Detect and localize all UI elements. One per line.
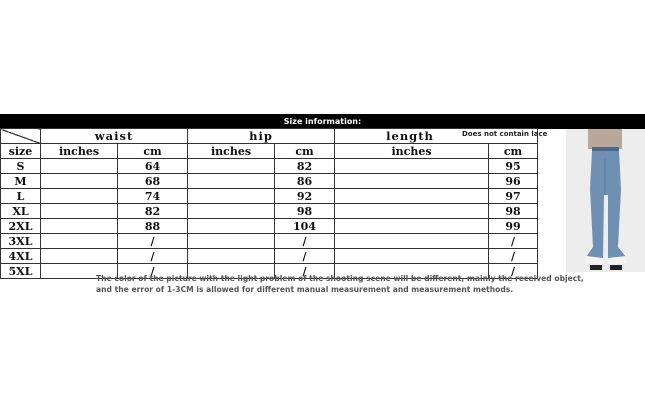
- len-in-cell: [335, 234, 489, 249]
- length-inches-header: inches: [335, 144, 489, 159]
- waist-header: waist: [41, 129, 188, 144]
- waist-in-cell: [41, 249, 118, 264]
- hip-in-cell: [188, 249, 275, 264]
- waist-cm-cell: 68: [118, 174, 188, 189]
- hip-cm-cell: /: [275, 264, 335, 279]
- len-in-cell: [335, 219, 489, 234]
- size-label-cell: 4XL: [1, 249, 41, 264]
- jeans-illustration: [566, 129, 645, 272]
- measurement-header-row: [1, 129, 538, 144]
- len-cm-cell: 99: [489, 219, 538, 234]
- size-row: [1, 204, 538, 219]
- hip-in-cell: [188, 189, 275, 204]
- shoe-right: [610, 265, 622, 270]
- size-rows: [1, 159, 538, 279]
- len-in-cell: [335, 174, 489, 189]
- hip-cm-cell: 98: [275, 204, 335, 219]
- waist-in-cell: [41, 234, 118, 249]
- waist-cm-cell: 82: [118, 204, 188, 219]
- len-cm-cell: /: [489, 264, 538, 279]
- waist-cm-cell: 88: [118, 219, 188, 234]
- len-cm-cell: /: [489, 234, 538, 249]
- hip-header: hip: [188, 129, 335, 144]
- size-label-cell: XL: [1, 204, 41, 219]
- waist-in-cell: [41, 189, 118, 204]
- size-row: [1, 234, 538, 249]
- hip-inches-header: inches: [188, 144, 275, 159]
- size-row: [1, 249, 538, 264]
- waist-in-cell: [41, 159, 118, 174]
- waist-inches-header: inches: [41, 144, 118, 159]
- waist-cm-cell: 74: [118, 189, 188, 204]
- hip-in-cell: [188, 174, 275, 189]
- length-cm-header: cm: [489, 144, 538, 159]
- shoe-left: [590, 265, 602, 270]
- size-label-cell: 2XL: [1, 219, 41, 234]
- hip-cm-cell: /: [275, 249, 335, 264]
- size-label-cell: S: [1, 159, 41, 174]
- len-in-cell: [335, 189, 489, 204]
- waist-cm-header: cm: [118, 144, 188, 159]
- model-torso: [588, 129, 622, 149]
- size-row: [1, 189, 538, 204]
- size-header: size: [1, 144, 41, 159]
- size-label-cell: L: [1, 189, 41, 204]
- hip-cm-cell: 92: [275, 189, 335, 204]
- len-cm-cell: /: [489, 249, 538, 264]
- size-chart-table: [0, 128, 538, 279]
- waist-in-cell: [41, 219, 118, 234]
- hip-cm-cell: /: [275, 234, 335, 249]
- waist-cm-cell: /: [118, 264, 188, 279]
- size-label-cell: 3XL: [1, 234, 41, 249]
- hip-in-cell: [188, 219, 275, 234]
- length-header-label: length: [386, 128, 434, 143]
- len-cm-cell: 95: [489, 159, 538, 174]
- hip-cm-cell: 82: [275, 159, 335, 174]
- header-corner-cell: [1, 129, 41, 144]
- waist-cm-cell: /: [118, 249, 188, 264]
- hip-cm-cell: 104: [275, 219, 335, 234]
- waist-cm-cell: 64: [118, 159, 188, 174]
- size-row: [1, 219, 538, 234]
- len-in-cell: [335, 204, 489, 219]
- len-cm-cell: 96: [489, 174, 538, 189]
- hip-in-cell: [188, 234, 275, 249]
- hip-in-cell: [188, 159, 275, 174]
- measurement-footnote: The color of the picture with the light problem of the shooting scene will be different, mainly the received object, and the error of 1-3CM is allowed for different manual measurement and measurement methods.: [96, 274, 584, 294]
- lace-note: Does not contain lace: [462, 130, 548, 138]
- size-label-cell: 5XL: [1, 264, 41, 279]
- size-info-title-bar: [0, 114, 645, 129]
- waist-in-cell: [41, 174, 118, 189]
- len-cm-cell: 97: [489, 189, 538, 204]
- size-row: [1, 159, 538, 174]
- len-in-cell: [335, 159, 489, 174]
- waist-cm-cell: /: [118, 234, 188, 249]
- size-row: [1, 174, 538, 189]
- unit-header-row: [1, 144, 538, 159]
- len-cm-cell: 98: [489, 204, 538, 219]
- size-label-cell: M: [1, 174, 41, 189]
- len-in-cell: [335, 249, 489, 264]
- hip-in-cell: [188, 204, 275, 219]
- hip-cm-cell: 86: [275, 174, 335, 189]
- waist-in-cell: [41, 204, 118, 219]
- hip-cm-header: cm: [275, 144, 335, 159]
- size-info-title: Size information:: [283, 117, 362, 126]
- product-photo: [566, 129, 645, 272]
